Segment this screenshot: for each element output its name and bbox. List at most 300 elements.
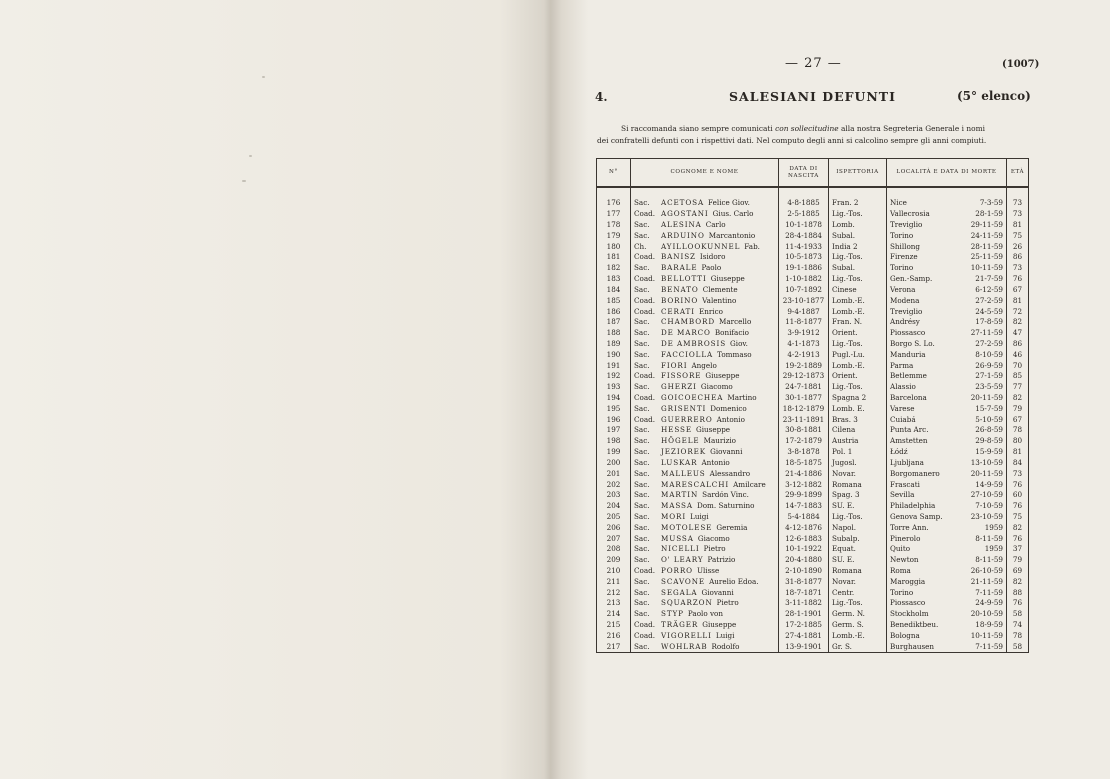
row-death-place: Barcelona bbox=[890, 393, 927, 403]
row-death-date: 20-10-59 bbox=[970, 609, 1003, 619]
row-surname: JEZIOREK bbox=[661, 447, 707, 457]
row-province: Lomb.-E. bbox=[829, 295, 887, 306]
row-number: 212 bbox=[597, 587, 631, 598]
row-province: Spagna 2 bbox=[829, 393, 887, 404]
row-surname: FISSORE bbox=[661, 371, 702, 381]
row-death-date: 14-9-59 bbox=[975, 479, 1003, 489]
row-number: 200 bbox=[597, 458, 631, 469]
row-name bbox=[631, 490, 779, 501]
row-province: SU. E. bbox=[829, 501, 887, 512]
table-row bbox=[597, 533, 1029, 544]
row-death-date: 27-1-59 bbox=[975, 371, 1003, 381]
row-death bbox=[887, 447, 1007, 458]
row-name bbox=[631, 631, 779, 642]
row-number: 215 bbox=[597, 620, 631, 631]
row-province: Lig.-Tos. bbox=[829, 382, 887, 393]
row-surname: ACETOSA bbox=[661, 198, 705, 208]
table-row bbox=[597, 587, 1029, 598]
row-surname: MORI bbox=[661, 511, 687, 521]
table-row bbox=[597, 512, 1029, 523]
row-given-name: Giuseppe bbox=[705, 371, 740, 381]
row-death-date: 6-12-59 bbox=[975, 284, 1003, 294]
row-age: 73 bbox=[1007, 209, 1029, 220]
row-name bbox=[631, 436, 779, 447]
row-death bbox=[887, 609, 1007, 620]
row-role: Sac. bbox=[634, 349, 650, 359]
row-surname: MOTOLESE bbox=[661, 522, 713, 532]
row-birth-date: 3-9-1912 bbox=[779, 328, 829, 339]
row-number: 185 bbox=[597, 295, 631, 306]
row-death bbox=[887, 620, 1007, 631]
row-role: Coad. bbox=[634, 566, 655, 576]
row-age: 78 bbox=[1007, 425, 1029, 436]
intro-paragraph bbox=[597, 123, 1031, 147]
row-role: Sac. bbox=[634, 447, 650, 457]
row-role: Coad. bbox=[634, 252, 655, 262]
row-surname: TRÄGER bbox=[661, 620, 699, 630]
table-body bbox=[597, 187, 1029, 653]
row-birth-date: 18-5-1875 bbox=[779, 458, 829, 469]
section-subtitle: (5° elenco) bbox=[957, 89, 1031, 103]
table-row bbox=[597, 252, 1029, 263]
row-surname: WOHLRAB bbox=[661, 641, 708, 651]
table-row bbox=[597, 598, 1029, 609]
row-number: 186 bbox=[597, 306, 631, 317]
row-death-date: 15-9-59 bbox=[975, 447, 1003, 457]
row-role: Sac. bbox=[634, 263, 650, 273]
row-age: 75 bbox=[1007, 230, 1029, 241]
table-row bbox=[597, 447, 1029, 458]
row-role: Coad. bbox=[634, 306, 655, 316]
table-row bbox=[597, 241, 1029, 252]
row-given-name: Ulisse bbox=[696, 566, 720, 576]
row-death-date: 28-11-59 bbox=[970, 241, 1003, 251]
page-number: — 27 — bbox=[785, 56, 842, 71]
row-death-place: Modena bbox=[890, 295, 920, 305]
row-age: 88 bbox=[1007, 587, 1029, 598]
row-province: Lomb.-E. bbox=[829, 360, 887, 371]
row-death-date: 5-10-59 bbox=[975, 414, 1003, 424]
row-age: 72 bbox=[1007, 306, 1029, 317]
row-surname: GHERZI bbox=[661, 382, 697, 392]
row-province: Spag. 3 bbox=[829, 490, 887, 501]
row-given-name: Felice Giov. bbox=[708, 198, 750, 208]
row-number: 178 bbox=[597, 220, 631, 231]
row-number: 214 bbox=[597, 609, 631, 620]
row-death-date: 24-9-59 bbox=[975, 598, 1003, 608]
row-surname: GUERRERO bbox=[661, 414, 713, 424]
row-role: Sac. bbox=[634, 284, 650, 294]
row-number: 188 bbox=[597, 328, 631, 339]
row-death-place: Borgo S. Lo. bbox=[890, 338, 935, 348]
row-name bbox=[631, 306, 779, 317]
row-name bbox=[631, 220, 779, 231]
row-role: Coad. bbox=[634, 393, 655, 403]
table-row bbox=[597, 631, 1029, 642]
row-province: Lig.-Tos. bbox=[829, 598, 887, 609]
row-role: Sac. bbox=[634, 587, 650, 597]
row-province: Subal. bbox=[829, 263, 887, 274]
table-row bbox=[597, 576, 1029, 587]
row-death bbox=[887, 414, 1007, 425]
row-death-place: Łódź bbox=[890, 447, 908, 457]
row-name bbox=[631, 501, 779, 512]
row-province: Napol. bbox=[829, 522, 887, 533]
row-age: 58 bbox=[1007, 609, 1029, 620]
row-age: 82 bbox=[1007, 393, 1029, 404]
row-age: 86 bbox=[1007, 339, 1029, 350]
row-number: 203 bbox=[597, 490, 631, 501]
row-birth-date: 14-7-1883 bbox=[779, 501, 829, 512]
row-death bbox=[887, 576, 1007, 587]
row-death-date: 26-10-59 bbox=[970, 566, 1003, 576]
row-age: 76 bbox=[1007, 479, 1029, 490]
row-surname: MALLEUS bbox=[661, 468, 706, 478]
row-number: 197 bbox=[597, 425, 631, 436]
row-birth-date: 18-12-1879 bbox=[779, 403, 829, 414]
row-death bbox=[887, 349, 1007, 360]
header-death: LOCALITÀ E DATA DI MORTE bbox=[887, 159, 1007, 188]
row-age: 70 bbox=[1007, 360, 1029, 371]
row-given-name: Tommaso bbox=[717, 349, 752, 359]
row-death-place: Torre Ann. bbox=[890, 522, 929, 532]
paper-speck bbox=[262, 76, 265, 78]
row-age: 26 bbox=[1007, 241, 1029, 252]
table-row bbox=[597, 609, 1029, 620]
row-role: Sac. bbox=[634, 576, 650, 586]
row-name bbox=[631, 544, 779, 555]
row-surname: AGOSTANI bbox=[661, 209, 709, 219]
row-death bbox=[887, 533, 1007, 544]
row-age: 80 bbox=[1007, 436, 1029, 447]
row-given-name: Giovanni bbox=[710, 447, 743, 457]
row-name bbox=[631, 479, 779, 490]
row-province: Fran. N. bbox=[829, 317, 887, 328]
row-death-place: Amstetten bbox=[890, 436, 928, 446]
row-number: 210 bbox=[597, 566, 631, 577]
row-given-name: Giacomo bbox=[697, 533, 730, 543]
row-death bbox=[887, 285, 1007, 296]
row-name bbox=[631, 230, 779, 241]
row-death-place: Parma bbox=[890, 360, 914, 370]
row-death bbox=[887, 587, 1007, 598]
row-surname: MASSA bbox=[661, 501, 693, 511]
row-number: 196 bbox=[597, 414, 631, 425]
row-death-place: Genova Samp. bbox=[890, 511, 943, 521]
row-death-date: 29-8-59 bbox=[975, 436, 1003, 446]
row-death-place: Pinerolo bbox=[890, 533, 921, 543]
row-role: Sac. bbox=[634, 533, 650, 543]
row-name bbox=[631, 371, 779, 382]
row-role: Sac. bbox=[634, 457, 650, 467]
table-header-row bbox=[597, 159, 1029, 188]
row-name bbox=[631, 403, 779, 414]
table-row bbox=[597, 360, 1029, 371]
row-surname: BENATO bbox=[661, 284, 699, 294]
table-row bbox=[597, 274, 1029, 285]
row-death bbox=[887, 241, 1007, 252]
row-role: Sac. bbox=[634, 598, 650, 608]
row-death-place: Treviglio bbox=[890, 220, 923, 230]
row-age: 82 bbox=[1007, 317, 1029, 328]
row-age: 69 bbox=[1007, 566, 1029, 577]
row-death bbox=[887, 339, 1007, 350]
row-name bbox=[631, 576, 779, 587]
row-age: 86 bbox=[1007, 252, 1029, 263]
row-given-name: Clemente bbox=[702, 284, 738, 294]
intro-emphasis: con sollecitudine bbox=[775, 124, 839, 133]
row-death bbox=[887, 544, 1007, 555]
row-province: Pol. 1 bbox=[829, 447, 887, 458]
row-surname: BANISZ bbox=[661, 252, 696, 262]
row-given-name: Giacomo bbox=[700, 382, 733, 392]
row-death-place: Shillong bbox=[890, 241, 921, 251]
row-birth-date: 30-8-1881 bbox=[779, 425, 829, 436]
row-name bbox=[631, 382, 779, 393]
row-surname: DE MARCO bbox=[661, 328, 711, 338]
row-death bbox=[887, 598, 1007, 609]
row-death bbox=[887, 371, 1007, 382]
row-name bbox=[631, 349, 779, 360]
row-given-name: Paolo von bbox=[687, 609, 723, 619]
row-death-date: 7-10-59 bbox=[975, 501, 1003, 511]
row-given-name: Enrico bbox=[699, 306, 723, 316]
row-death bbox=[887, 209, 1007, 220]
row-surname: FACCIOLLA bbox=[661, 349, 714, 359]
row-given-name: Giuseppe bbox=[695, 425, 731, 435]
row-surname: AYILLOOKUNNEL bbox=[661, 241, 741, 251]
row-role: Sac. bbox=[634, 468, 650, 478]
row-number: 181 bbox=[597, 252, 631, 263]
row-death-place: Ljubljana bbox=[890, 457, 924, 467]
row-death-place: Manduria bbox=[890, 349, 926, 359]
section-title: SALESIANI DEFUNTI bbox=[729, 89, 896, 104]
row-surname: ALESINA bbox=[661, 220, 702, 230]
row-death-place: Alassio bbox=[890, 382, 916, 392]
row-birth-date: 23-11-1891 bbox=[779, 414, 829, 425]
row-surname: SEGALA bbox=[661, 587, 698, 597]
row-death-date: 13-10-59 bbox=[970, 457, 1003, 467]
row-number: 191 bbox=[597, 360, 631, 371]
row-surname: DE AMBROSIS bbox=[661, 338, 727, 348]
row-surname: PORRO bbox=[661, 566, 693, 576]
row-given-name: Domenico bbox=[710, 403, 747, 413]
row-province: Gr. S. bbox=[829, 641, 887, 652]
row-surname: NICELLI bbox=[661, 544, 700, 554]
row-death-place: Sevilla bbox=[890, 490, 915, 500]
row-given-name: Dom. Saturnino bbox=[696, 501, 755, 511]
row-age: 81 bbox=[1007, 295, 1029, 306]
row-surname: ARDUINO bbox=[661, 230, 705, 240]
row-death bbox=[887, 263, 1007, 274]
row-birth-date: 23-10-1877 bbox=[779, 295, 829, 306]
row-name bbox=[631, 295, 779, 306]
row-age: 73 bbox=[1007, 198, 1029, 209]
row-age: 81 bbox=[1007, 220, 1029, 231]
table-row bbox=[597, 285, 1029, 296]
row-age: 81 bbox=[1007, 447, 1029, 458]
row-number: 213 bbox=[597, 598, 631, 609]
header-age: ETÀ bbox=[1007, 159, 1029, 188]
row-death-date: 8-10-59 bbox=[975, 349, 1003, 359]
row-role: Sac. bbox=[634, 338, 650, 348]
row-role: Sac. bbox=[634, 403, 650, 413]
row-death-place: Torino bbox=[890, 263, 914, 273]
row-number: 189 bbox=[597, 339, 631, 350]
row-birth-date: 13-9-1901 bbox=[779, 641, 829, 652]
row-death-place: Burghausen bbox=[890, 641, 935, 651]
intro-text: Si raccomanda siano sempre comunicati bbox=[621, 124, 773, 133]
row-birth-date: 21-4-1886 bbox=[779, 468, 829, 479]
row-name bbox=[631, 598, 779, 609]
row-death-date: 17-8-59 bbox=[975, 317, 1003, 327]
row-number: 205 bbox=[597, 512, 631, 523]
row-given-name: Luigi bbox=[690, 511, 709, 521]
row-death bbox=[887, 501, 1007, 512]
row-province: Subalp. bbox=[829, 533, 887, 544]
row-birth-date: 29-12-1873 bbox=[779, 371, 829, 382]
row-age: 37 bbox=[1007, 544, 1029, 555]
row-death bbox=[887, 274, 1007, 285]
row-age: 82 bbox=[1007, 576, 1029, 587]
row-death-place: Torino bbox=[890, 587, 914, 597]
row-name bbox=[631, 328, 779, 339]
row-age: 47 bbox=[1007, 328, 1029, 339]
row-role: Coad. bbox=[634, 630, 655, 640]
row-death-place: Borgomanero bbox=[890, 468, 940, 478]
row-death-date: 1959 bbox=[984, 544, 1003, 554]
row-given-name: Rodolfo bbox=[711, 641, 740, 651]
row-name bbox=[631, 425, 779, 436]
row-given-name: Antonio bbox=[716, 414, 745, 424]
row-number: 193 bbox=[597, 382, 631, 393]
table-row bbox=[597, 220, 1029, 231]
row-death-date: 20-11-59 bbox=[970, 393, 1003, 403]
table-row bbox=[597, 209, 1029, 220]
row-age: 46 bbox=[1007, 349, 1029, 360]
row-role: Coad. bbox=[634, 371, 655, 381]
row-birth-date: 19-2-1889 bbox=[779, 360, 829, 371]
row-death-date: 8-11-59 bbox=[975, 555, 1003, 565]
row-number: 202 bbox=[597, 479, 631, 490]
row-given-name: Antonio bbox=[701, 457, 730, 467]
row-death-date: 23-10-59 bbox=[970, 511, 1003, 521]
row-given-name: Carlo bbox=[705, 220, 726, 230]
row-surname: BORINO bbox=[661, 295, 699, 305]
year-label: (1007) bbox=[1002, 59, 1040, 70]
row-death bbox=[887, 468, 1007, 479]
row-death-date: 15-7-59 bbox=[975, 403, 1003, 413]
table-row bbox=[597, 371, 1029, 382]
table-row bbox=[597, 479, 1029, 490]
row-birth-date: 12-6-1883 bbox=[779, 533, 829, 544]
row-birth-date: 10-1-1878 bbox=[779, 220, 829, 231]
row-name bbox=[631, 360, 779, 371]
row-number: 187 bbox=[597, 317, 631, 328]
row-birth-date: 24-7-1881 bbox=[779, 382, 829, 393]
row-province: Lig.-Tos. bbox=[829, 209, 887, 220]
row-role: Coad. bbox=[634, 620, 655, 630]
row-birth-date: 4-2-1913 bbox=[779, 349, 829, 360]
table-row bbox=[597, 414, 1029, 425]
row-death-date: 23-5-59 bbox=[975, 382, 1003, 392]
paper-speck bbox=[242, 180, 246, 182]
row-death bbox=[887, 641, 1007, 652]
row-number: 204 bbox=[597, 501, 631, 512]
row-death bbox=[887, 490, 1007, 501]
row-birth-date: 17-2-1885 bbox=[779, 620, 829, 631]
row-death-date: 27-11-59 bbox=[970, 328, 1003, 338]
row-death bbox=[887, 295, 1007, 306]
row-death bbox=[887, 360, 1007, 371]
row-province: Lomb.-E. bbox=[829, 306, 887, 317]
row-number: 206 bbox=[597, 522, 631, 533]
row-birth-date: 5-4-1884 bbox=[779, 512, 829, 523]
row-province: Orient. bbox=[829, 371, 887, 382]
row-role: Sac. bbox=[634, 555, 650, 565]
row-death-date: 1959 bbox=[984, 522, 1003, 532]
row-given-name: Angelo bbox=[691, 360, 717, 370]
row-province: Germ. N. bbox=[829, 609, 887, 620]
row-death-place: Frascati bbox=[890, 479, 920, 489]
row-role: Sac. bbox=[634, 425, 650, 435]
row-province: Novar. bbox=[829, 468, 887, 479]
row-role: Sac. bbox=[634, 490, 650, 500]
row-name bbox=[631, 198, 779, 209]
row-surname: SQUARZON bbox=[661, 598, 713, 608]
row-death-place: Punta Arc. bbox=[890, 425, 929, 435]
row-surname: MARTIN bbox=[661, 490, 699, 500]
row-given-name: Valentino bbox=[702, 295, 737, 305]
row-age: 76 bbox=[1007, 274, 1029, 285]
row-death-date: 28-1-59 bbox=[975, 209, 1003, 219]
row-death bbox=[887, 425, 1007, 436]
row-role: Coad. bbox=[634, 295, 655, 305]
row-birth-date: 18-7-1871 bbox=[779, 587, 829, 598]
row-given-name: Pietro bbox=[703, 544, 726, 554]
row-surname: LUSKAR bbox=[661, 457, 698, 467]
row-age: 75 bbox=[1007, 512, 1029, 523]
table-row bbox=[597, 403, 1029, 414]
row-province: Pugl.-Lu. bbox=[829, 349, 887, 360]
row-birth-date: 28-1-1901 bbox=[779, 609, 829, 620]
row-given-name: Sardón Vinc. bbox=[702, 490, 749, 500]
row-role: Sac. bbox=[634, 544, 650, 554]
row-role: Coad. bbox=[634, 274, 655, 284]
row-given-name: Maurizio bbox=[703, 436, 736, 446]
row-birth-date: 31-8-1877 bbox=[779, 576, 829, 587]
row-given-name: Geremia bbox=[716, 522, 748, 532]
deceased-table bbox=[596, 158, 1029, 653]
table-row bbox=[597, 263, 1029, 274]
row-age: 73 bbox=[1007, 263, 1029, 274]
row-province: Lomb. E. bbox=[829, 403, 887, 414]
row-given-name: Fab. bbox=[744, 241, 760, 251]
row-death-date: 20-11-59 bbox=[970, 468, 1003, 478]
row-death-date: 26-8-59 bbox=[975, 425, 1003, 435]
row-number: 180 bbox=[597, 241, 631, 252]
row-death-place: Newton bbox=[890, 555, 919, 565]
header-number: N° bbox=[597, 159, 631, 188]
row-role: Sac. bbox=[634, 317, 650, 327]
row-age: 76 bbox=[1007, 598, 1029, 609]
row-death-date: 7-11-59 bbox=[975, 587, 1003, 597]
row-death-date: 24-11-59 bbox=[970, 230, 1003, 240]
row-surname: HESSE bbox=[661, 425, 692, 435]
row-surname: BELLOTTI bbox=[661, 274, 707, 284]
header-birth: DATA DI NASCITA bbox=[779, 159, 829, 188]
row-surname: GOICOECHEA bbox=[661, 393, 724, 403]
